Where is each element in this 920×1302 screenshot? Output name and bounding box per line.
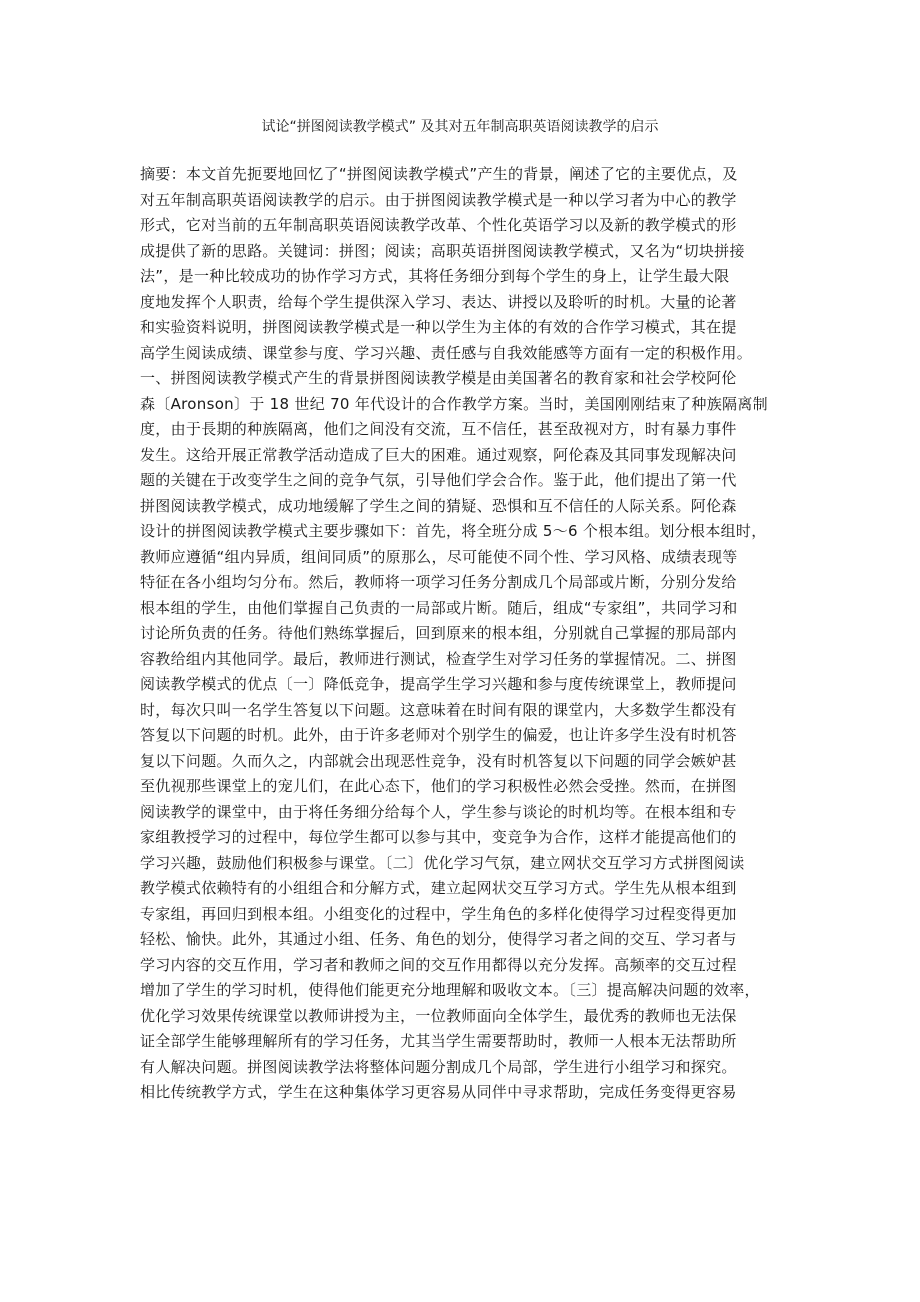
body-line: 度地发挥个人职责，给每个学生提供深入学习、表达、讲授以及聆听的时机。大量的论著	[140, 292, 737, 311]
body-line: 教学模式依赖特有的小组组合和分解方式，建立起网状交互学习方式。学生先从根本组到	[140, 879, 737, 897]
body-line: 度，由于長期的种族隔离，他们之间没有交流，互不信任，甚至敌视对方，时有暴力事件	[140, 420, 737, 438]
body-line: 阅读教学的课堂中，由于将任务细分给每个人，学生参与谈论的时机均等。在根本组和专	[140, 802, 737, 821]
body-line: 轻松、愉快。此外，其通过小组、任务、角色的划分，使得学习者之间的交互、学习者与	[140, 930, 737, 948]
body-line: 家组教授学习的过程中，每位学生都可以参与其中，变竞争为合作，这样才能提高他们的	[140, 828, 737, 846]
body-line: 答复以下问题的时机。此外，由于许多老师对个别学生的偏爱，也让许多学生没有时机答	[140, 726, 737, 744]
body-line: 和实验资料说明，拼图阅读教学模式是一种以学生为主体的有效的合作学习模式，其在提	[140, 318, 737, 336]
body-line: 成提供了新的思路。关键词：拼图；阅读；高职英语拼图阅读教学模式，又名为“切块拼接	[140, 241, 745, 260]
body-line: 特征在各小组均匀分布。然后，教师将一项学习任务分割成几个局部或片断，分别分发给	[140, 573, 737, 591]
body-line: 法”，是一种比较成功的协作学习方式，其将任务细分到每个学生的身上，让学生最大限	[140, 267, 730, 285]
body-line: 森〔Aronson〕于 18 世纪 70 年代设计的合作教学方案。当时，美国刚刚结束了种族隔离制	[140, 394, 768, 413]
body-line: 有人解决问题。拼图阅读教学法将整体问题分割成几个局部，学生进行小组学习和探究。	[140, 1057, 737, 1076]
body-line: 证全部学生能够理解所有的学习任务，尤其当学生需要帮助时，教师一人根本无法帮助所	[140, 1032, 737, 1050]
body-line: 拼图阅读教学模式，成功地缓解了学生之间的猜疑、恐惧和互不信任的人际关系。阿伦森	[140, 496, 737, 515]
body-line: 至仇视那些课堂上的宠儿们，在此心态下，他们的学习积极性必然会受挫。然而，在拼图	[140, 777, 737, 795]
body-line: 复以下问题。久而久之，内部就会出现恶性竞争，没有时机答复以下问题的同学会嫉妒甚	[140, 751, 737, 770]
body-line: 题的关键在于改变学生之间的竞争气氛，引导他们学会合作。鉴于此，他们提出了第一代	[140, 471, 737, 489]
body-line: 优化学习效果传统课堂以教师讲授为主，一位教师面向全体学生，最优秀的教师也无法保	[140, 1006, 737, 1025]
body-line: 讨论所负责的任务。待他们熟练掌握后，回到原来的根本组，分别就自己掌握的那局部内	[140, 624, 737, 642]
document-body	[140, 162, 780, 1106]
body-line: 专家组，再回归到根本组。小组变化的过程中，学生角色的多样化使得学习过程变得更加	[140, 904, 737, 923]
body-line: 增加了学生的学习时机，使得他们能更充分地理解和吸收文本。〔三〕提高解决问题的效率，	[140, 981, 760, 999]
body-line: 阅读教学模式的优点〔一〕降低竞争，提高学生学习兴趣和参与度传统课堂上，教师提问	[140, 675, 737, 693]
body-line: 根本组的学生，由他们掌握自己负责的一局部或片断。随后，组成“专家组”，共同学习和	[140, 598, 738, 617]
document-title: 试论“拼图阅读教学模式” 及其对五年制高职英语阅读教学的启示	[261, 119, 659, 135]
body-line: 高学生阅读成绩、课堂参与度、学习兴趣、责任感与自我效能感等方面有一定的积极作用。	[140, 343, 753, 362]
body-line: 学习内容的交互作用，学习者和教师之间的交互作用都得以充分发挥。高频率的交互过程	[140, 955, 737, 974]
body-line: 相比传统教学方式，学生在这种集体学习更容易从同伴中寻求帮助，完成任务变得更容易	[140, 1083, 737, 1101]
body-line: 发生。这给开展正常教学活动造成了巨大的困难。通过观察，阿伦森及其同事发现解决问	[140, 445, 737, 464]
body-line: 一、拼图阅读教学模式产生的背景拼图阅读教学模是由美国著名的教育家和社会学校阿伦	[140, 369, 737, 387]
body-line: 教师应遵循“组内异质，组间同质”的原那么，尽可能使不同个性、学习风格、成绩表现等	[140, 547, 738, 566]
body-line: 学习兴趣，鼓励他们积极参与课堂。〔二〕优化学习气氛，建立网状交互学习方式拼图阅读	[140, 853, 745, 872]
body-line: 时，每次只叫一名学生答复以下问题。这意味着在时间有限的课堂内，大多数学生都没有	[140, 700, 737, 719]
body-line: 对五年制高职英语阅读教学的启示。由于拼图阅读教学模式是一种以学习者为中心的教学	[140, 190, 737, 209]
body-line: 设计的拼图阅读教学模式主要步骤如下：首先，将全班分成 5～6 个根本组。划分根本组时，	[140, 522, 767, 540]
body-line: 容教给组内其他同学。最后，教师进行测试，检查学生对学习任务的掌握情况。二、拼图	[140, 649, 737, 668]
body-line: 形式，它对当前的五年制高职英语阅读教学改革、个性化英语学习以及新的教学模式的形	[140, 216, 737, 234]
body-line: 摘要：本文首先扼要地回忆了“拼图阅读教学模式”产生的背景，阐述了它的主要优点，及	[140, 165, 738, 183]
